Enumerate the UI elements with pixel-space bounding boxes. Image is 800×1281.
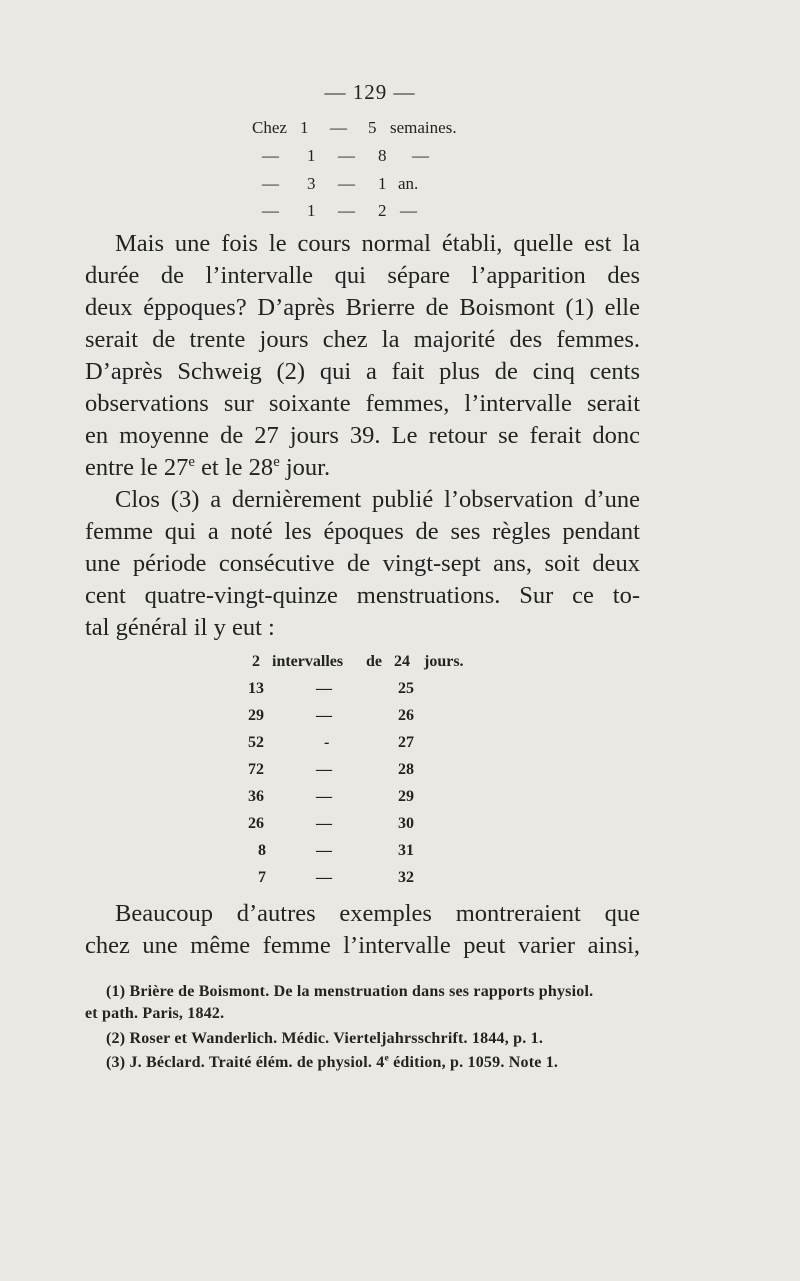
table-cell-days: 30 [398, 815, 414, 832]
table-cell-days: 28 [398, 761, 414, 778]
table-cell-count: 29 [248, 707, 264, 724]
list-item: 1 [307, 146, 316, 165]
list-item: — [330, 118, 347, 137]
list-item: — [338, 146, 355, 165]
text-line: Clos (3) a dernièrement publié l’observation d’une [115, 486, 640, 513]
list-item: — [262, 146, 279, 165]
table-cell-days: 25 [398, 680, 414, 697]
list-item: 5 [368, 118, 377, 137]
table-cell-days: 29 [398, 788, 414, 805]
table-header-count: 2 [252, 653, 260, 670]
list-item: an. [398, 174, 419, 193]
table-cell-dash: — [316, 680, 332, 697]
text-line: deux éppoques? D’après Brierre de Boismont (1) elle [85, 294, 640, 321]
list-item: 8 [378, 146, 387, 165]
table-cell-dash: — [316, 761, 332, 778]
text-line: durée de l’intervalle qui sépare l’apparition des [85, 262, 640, 289]
table-cell-count: 26 [248, 815, 264, 832]
list-item: — [262, 174, 279, 193]
table-cell-dash: — [316, 788, 332, 805]
table-header-label: intervalles [272, 653, 344, 670]
text-line: femme qui a noté les époques de ses règles pendant [85, 518, 640, 545]
footnote-3: (3) J. Béclard. Traité élém. de physiol. 4e édition, p. 1059. Note 1. [106, 1052, 559, 1071]
list-item: — [412, 146, 429, 165]
table-cell-count: 36 [248, 788, 264, 805]
text-line: tal général il y eut : [85, 614, 275, 641]
table-header-of: de [366, 653, 382, 670]
table-cell-count: 52 [248, 734, 264, 751]
list-item: 1 [378, 174, 387, 193]
list-item: Chez [252, 118, 287, 137]
text-line: entre le 27e et le 28e jour. [85, 453, 331, 481]
table-cell-dash: — [316, 707, 332, 724]
table-cell-days: 32 [398, 869, 414, 886]
text-line: Beaucoup d’autres exemples montreraient que [115, 900, 640, 927]
text-line: une période consécutive de vingt-sept ans, soit deux [85, 550, 640, 577]
table-cell-dash: — [316, 815, 332, 832]
table-cell-dash: - [324, 734, 330, 751]
text-line: cent quatre-vingt-quinze menstruations. Sur ce to- [85, 582, 640, 609]
table-cell-count: 8 [258, 842, 266, 859]
footnote-2: (2) Roser et Wanderlich. Médic. Vierteljahrsschrift. 1844, p. 1. [106, 1030, 544, 1047]
list-item: semaines. [390, 118, 457, 137]
text-line: en moyenne de 27 jours 39. Le retour se ferait donc [85, 422, 640, 449]
list-item: 1 [307, 201, 316, 220]
footnote-1-cont: et path. Paris, 1842. [85, 1005, 225, 1022]
table-cell-dash: — [316, 842, 332, 859]
table-cell-count: 13 [248, 680, 264, 697]
list-item: — [400, 201, 417, 220]
page-number: — 129 — [324, 80, 416, 104]
list-item: 1 [300, 118, 309, 137]
list-item: — [338, 201, 355, 220]
text-line: chez une même femme l’intervalle peut varier ainsi, [85, 932, 640, 959]
text-line: Mais une fois le cours normal établi, quelle est la [115, 230, 640, 257]
list-item: — [262, 201, 279, 220]
table-cell-days: 26 [398, 707, 414, 724]
list-item: 2 [378, 201, 387, 220]
table-header-unit: jours. [424, 653, 464, 670]
text-line: D’après Schweig (2) qui a fait plus de cinq cents [85, 358, 640, 385]
footnote-1: (1) Brière de Boismont. De la menstruation dans ses rapports physiol. [106, 983, 594, 1000]
table-cell-days: 27 [398, 734, 414, 751]
table-header-days: 24 [394, 653, 410, 670]
table-cell-dash: — [316, 869, 332, 886]
text-line: observations sur soixante femmes, l’intervalle serait [85, 390, 640, 417]
list-item: 3 [307, 174, 316, 193]
table-cell-count: 7 [258, 869, 266, 886]
table-cell-days: 31 [398, 842, 414, 859]
table-cell-count: 72 [248, 761, 264, 778]
list-item: — [338, 174, 355, 193]
text-line: serait de trente jours chez la majorité des femmes. [85, 326, 640, 353]
